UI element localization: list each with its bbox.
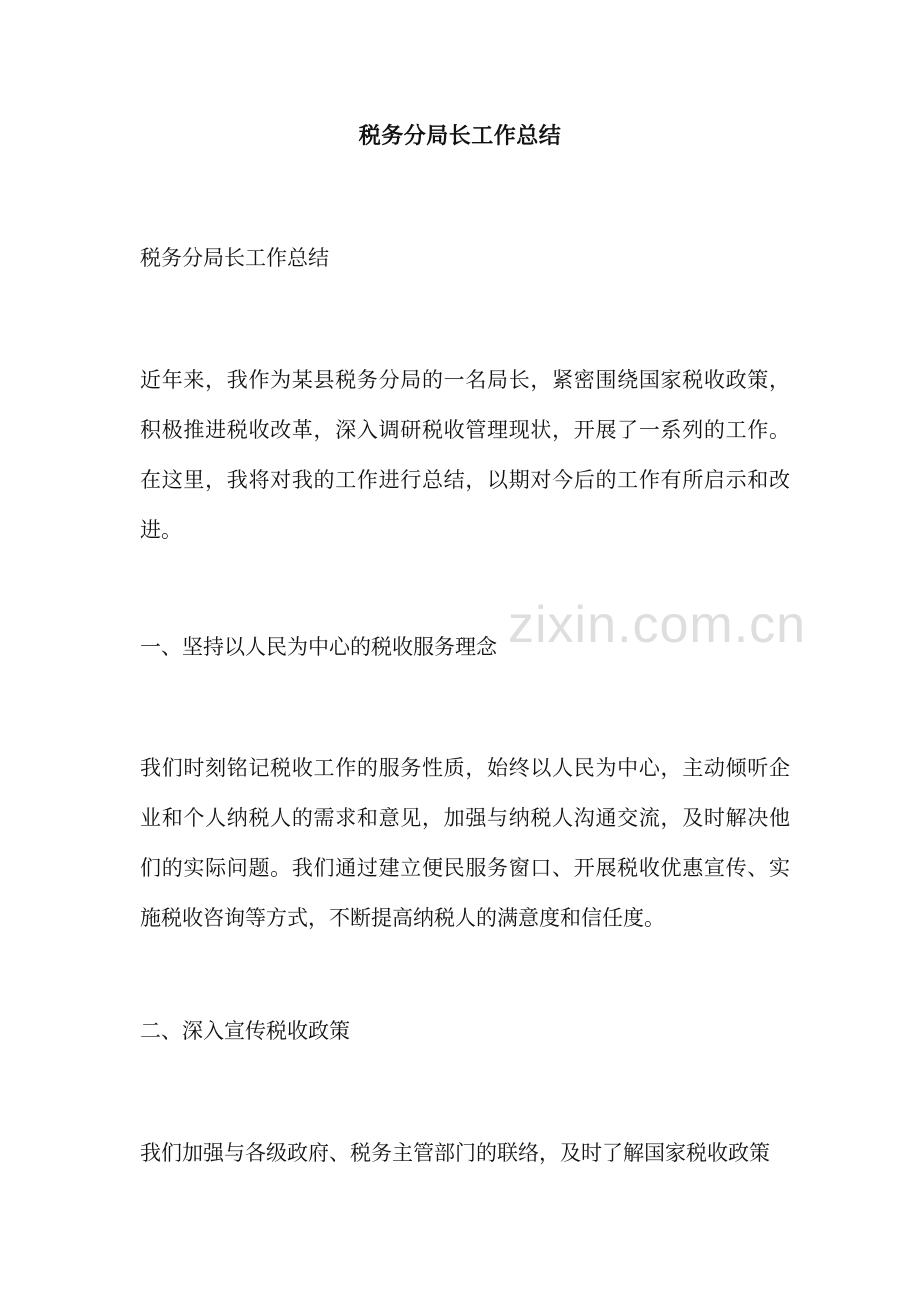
document-title: 税务分局长工作总结 xyxy=(358,123,562,149)
section-1-paragraph: 我们时刻铭记税收工作的服务性质，始终以人民为中心，主动倾听企业和个人纳税人的需求和意见，加强与纳税人沟通交流，及时解决他们的实际问题。我们通过建立便民服务窗口、开展税收优惠宣传、实施税收咨询等方式，不断提高纳税人的满意度和信任度。 xyxy=(140,756,790,930)
section-1-heading: 一、坚持以人民为中心的税收服务理念 xyxy=(140,635,497,659)
section-2-paragraph: 我们加强与各级政府、税务主管部门的联络，及时了解国家税收政策 xyxy=(140,1141,770,1165)
document-subtitle: 税务分局长工作总结 xyxy=(140,246,329,270)
section-2-heading: 二、深入宣传税收政策 xyxy=(140,1019,350,1043)
intro-paragraph: 近年来，我作为某县税务分局的一名局长，紧密围绕国家税收政策，积极推进税收改革，深入调研税收管理现状，开展了一系列的工作。在这里，我将对我的工作进行总结，以期对今后的工作有所启示和改进。 xyxy=(140,368,790,542)
watermark: zixin.com.cn xyxy=(508,596,807,654)
